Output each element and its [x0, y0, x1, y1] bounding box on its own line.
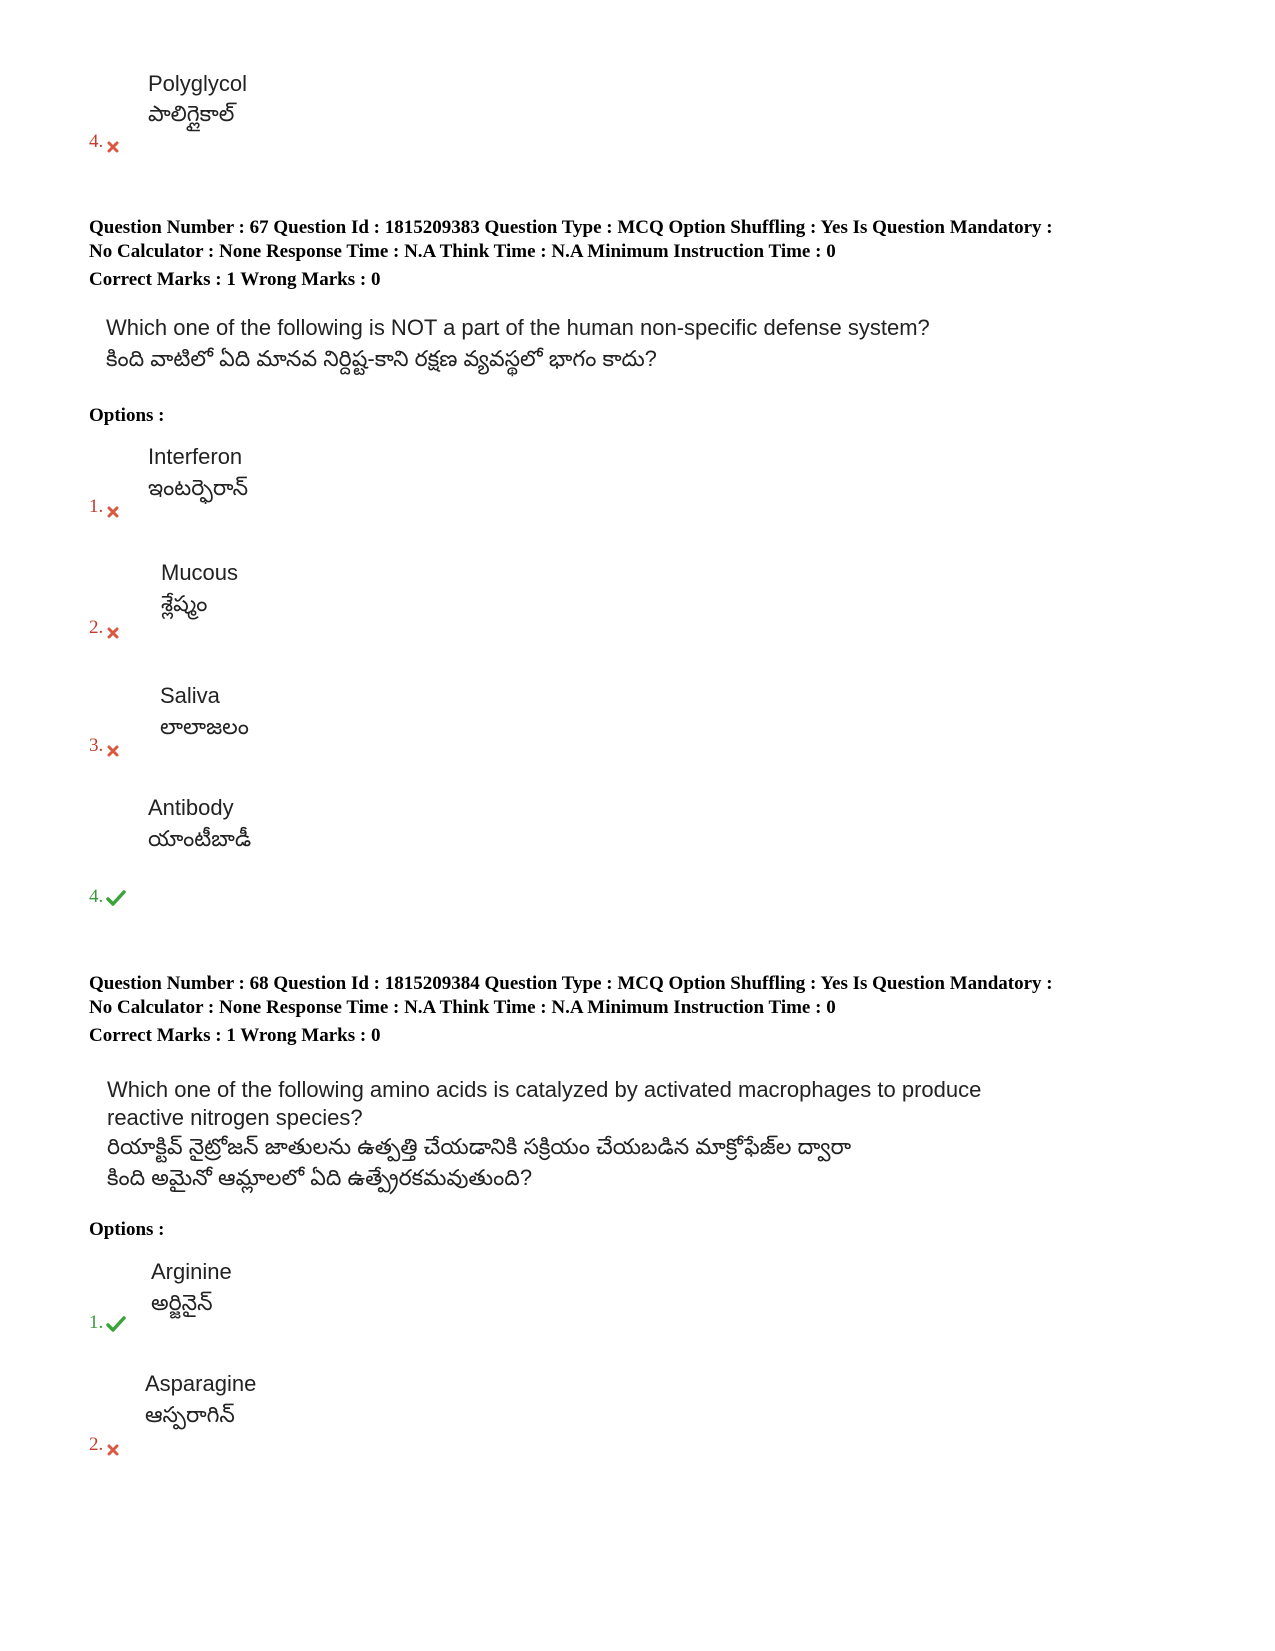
option-text-en: Arginine: [151, 1259, 232, 1284]
cross-mark-icon: [107, 623, 119, 635]
option-number: 3.: [89, 735, 119, 757]
options-label: Options :: [89, 405, 165, 426]
option-text-en: Polyglycol: [148, 71, 248, 96]
option-text-te: ఆస్పరాగిన్: [145, 1402, 235, 1427]
question-marks-line: Correct Marks : 1 Wrong Marks : 0: [89, 1025, 381, 1046]
question-stem-line: రియాక్టివ్ నైట్రోజన్ జాతులను ఉత్పత్తి చేయడానికి సక్రియం చేయబడిన మాక్రోఫేజ్‌ల ద్వారా: [107, 1134, 852, 1159]
question-meta-line: No Calculator : None Response Time : N.A Think Time : N.A Minimum Instruction Time : 0: [89, 997, 836, 1018]
option-text-en: Interferon: [148, 444, 243, 469]
question-meta-line: No Calculator : None Response Time : N.A Think Time : N.A Minimum Instruction Time : 0: [89, 241, 836, 262]
option-text-te: లాలాజలం: [160, 714, 249, 739]
question-stem-line: కింది అమైనో ఆమ్లాలలో ఏది ఉత్ప్రేరకమవుతుంది?: [107, 1165, 533, 1190]
option-number: 2.: [89, 617, 119, 639]
cross-mark-icon: [107, 1440, 119, 1452]
option-text-en: Mucous: [161, 560, 239, 585]
question-meta-line: Question Number : 68 Question Id : 1815209384 Question Type : MCQ Option Shuffling : Yes Is Question Mandatory :: [89, 973, 1053, 994]
cross-mark-icon: [107, 137, 119, 149]
option-text-en: Asparagine: [145, 1371, 257, 1396]
option-text-te: యాంటీబాడీ: [148, 826, 252, 851]
option-number: 1.: [89, 496, 119, 518]
option-text-te: పాలిగ్లైకాల్: [148, 101, 235, 126]
check-mark-icon: [106, 1316, 126, 1332]
option-text-en: Saliva: [160, 683, 220, 708]
option-number: 4.: [89, 131, 119, 153]
check-mark-icon: [106, 890, 126, 906]
option-text-te: శ్లేష్మం: [161, 591, 208, 616]
question-stem-line: Which one of the following is NOT a part of the human non-specific defense system?: [106, 315, 930, 340]
option-text-en: Antibody: [148, 795, 234, 820]
question-stem-line: reactive nitrogen species?: [107, 1105, 363, 1130]
options-label: Options :: [89, 1219, 165, 1240]
question-meta-line: Question Number : 67 Question Id : 1815209383 Question Type : MCQ Option Shuffling : Yes Is Question Mandatory :: [89, 217, 1053, 238]
option-text-te: అర్జినైన్: [151, 1290, 213, 1315]
cross-mark-icon: [107, 741, 119, 753]
option-number: 2.: [89, 1434, 119, 1456]
question-stem-line: Which one of the following amino acids is catalyzed by activated macrophages to produce: [107, 1077, 982, 1102]
option-text-te: ఇంటర్ఫెరాన్: [148, 475, 249, 500]
question-marks-line: Correct Marks : 1 Wrong Marks : 0: [89, 269, 381, 290]
option-number: 1.: [89, 1312, 126, 1334]
cross-mark-icon: [107, 502, 119, 514]
question-stem-line: కింది వాటిలో ఏది మానవ నిర్దిష్ట-కాని రక్షణ వ్యవస్థలో భాగం కాదు?: [106, 346, 657, 371]
option-number: 4.: [89, 886, 126, 908]
